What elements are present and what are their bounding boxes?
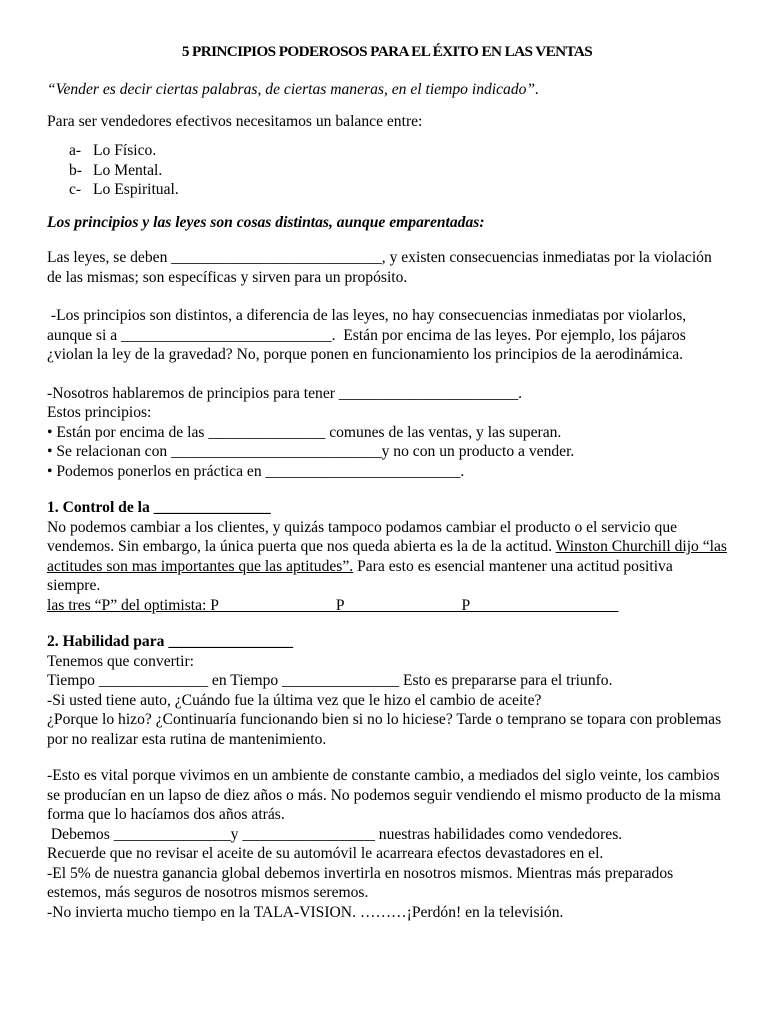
principles-bullet: • Están por encima de las _______________ comunes de las ventas, y las superan. bbox=[47, 423, 562, 441]
balance-list bbox=[47, 141, 727, 200]
section-line: ¿Porque lo hizo? ¿Continuaría funcionando bien si no lo hiciese? Tarde o temprano se topara con problemas por no realizar esta rutina de mantenimiento. bbox=[47, 711, 722, 748]
section-paragraph bbox=[47, 518, 727, 596]
sales-quote: “Vender es decir ciertas palabras, de ciertas maneras, en el tiempo indicado”. bbox=[47, 81, 540, 98]
section-skill bbox=[47, 632, 727, 749]
balance-intro: Para ser vendedores efectivos necesitamos un balance entre: bbox=[47, 112, 423, 130]
section-text: No podemos cambiar a los clientes, y quizás tampoco podamos cambiar el producto o el servicio que vendemos. Sin embargo, la única puerta que nos queda abierta es la de la actitud. bbox=[47, 518, 678, 555]
document-page bbox=[47, 42, 727, 922]
section-change bbox=[47, 766, 727, 922]
list-item-text: Lo Mental. bbox=[93, 161, 163, 179]
list-item bbox=[69, 180, 727, 200]
closing-line: -El 5% de nuestra ganancia global debemos invertirla en nosotros mismos. Mientras más preparados estemos, más seguros de nosotros mismos seremos. bbox=[47, 864, 674, 901]
list-marker: c- bbox=[69, 181, 82, 198]
section-line: Tenemos que convertir: bbox=[47, 652, 194, 670]
laws-paragraph: Las leyes, se deben ___________________________, y existen consecuencias inmediatas por la violación de las mismas; son específicas y sirven para un propósito. bbox=[47, 249, 712, 286]
churchill-quote: Winston Churchill dijo “las actitudes son mas importantes que las aptitudes”. bbox=[47, 538, 727, 575]
principles-list bbox=[47, 384, 727, 482]
list-marker: a- bbox=[69, 142, 82, 159]
list-marker: b- bbox=[69, 161, 82, 179]
optimist-line: las tres “P” del optimista: P_______________P_______________P___________________ bbox=[47, 596, 619, 614]
closing-line: -No invierta mucho tiempo en la TALA-VISION. ………¡Perdón! en la televisión. bbox=[47, 903, 564, 921]
section-attitude bbox=[47, 498, 727, 615]
list-item bbox=[69, 161, 727, 181]
principles-paragraph: -Los principios son distintos, a diferencia de las leyes, no hay consecuencias inmediatas por violarlos, aunque si a ___________________________. Están por encima de las leyes. Por ejemplo, los pájaros ¿violan la ley de la gravedad? No, porque ponen en funcionamiento los principios de la aerodinámica. bbox=[47, 307, 691, 363]
closing-line: Debemos _______________y _________________ nuestras habilidades como vendedores. bbox=[47, 825, 623, 843]
principles-heading: Los principios y las leyes son cosas distintas, aunque emparentadas: bbox=[47, 213, 485, 231]
section-line: Tiempo ______________ en Tiempo _______________ Esto es prepararse para el triunfo. bbox=[47, 672, 613, 689]
section-heading: 1. Control de la _______________ bbox=[47, 499, 271, 516]
principles-line: -Nosotros hablaremos de principios para tener _______________________. bbox=[47, 384, 523, 402]
change-paragraph: -Esto es vital porque vivimos en un ambiente de constante cambio, a mediados del siglo veinte, los cambios se producían en un lapso de diez años o más. No podemos seguir vendiendo el mismo producto de la misma forma que lo hacíamos dos años atrás. bbox=[47, 767, 721, 823]
document-title: 5 PRINCIPIOS PODEROSOS PARA EL ÉXITO EN LAS VENTAS bbox=[181, 43, 593, 60]
section-heading: 2. Habilidad para ________________ bbox=[47, 633, 294, 650]
section-line: -Si usted tiene auto, ¿Cuándo fue la última vez que le hizo el cambio de aceite? bbox=[47, 691, 542, 709]
section-text: Para esto es esencial mantener una actitud positiva siempre. bbox=[47, 557, 673, 594]
principles-bullet: • Se relacionan con ___________________________y no con un producto a vender. bbox=[47, 443, 575, 460]
list-item-text: Lo Físico. bbox=[93, 142, 157, 159]
principles-line: Estos principios: bbox=[47, 404, 152, 421]
closing-line: Recuerde que no revisar el aceite de su automóvil le acarreara efectos devastadores en el. bbox=[47, 845, 604, 862]
principles-bullet: • Podemos ponerlos en práctica en _________________________. bbox=[47, 462, 465, 480]
list-item bbox=[69, 141, 727, 161]
list-item-text: Lo Espiritual. bbox=[93, 181, 179, 198]
